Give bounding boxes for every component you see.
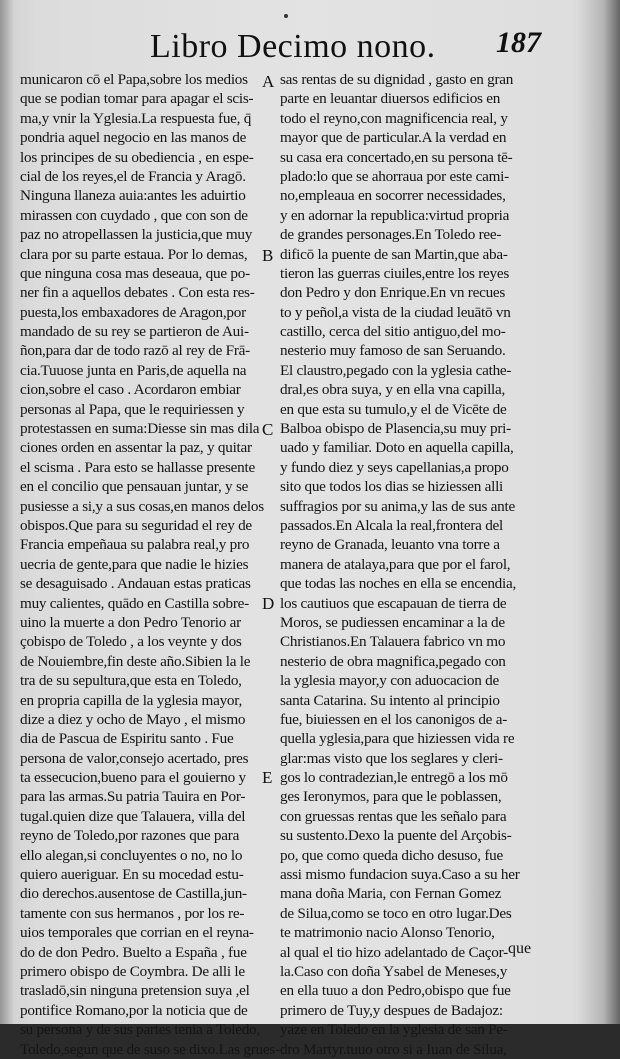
left-column <box>20 70 280 1059</box>
folio-number: 187 <box>496 26 541 59</box>
right-column-line: yaze en Toledo en la yglesia de san Pe- <box>280 1021 508 1039</box>
right-column-line: assi mismo fundacion suya.Caso a su her <box>280 866 520 884</box>
right-column-line: dral,es obra suya, y en ella vna capilla, <box>280 381 506 399</box>
right-column-line: y fundo diez y seys capellanias,a propo <box>280 458 509 476</box>
left-column-line: para las armas.Su patria Tauira en Por- <box>20 788 246 806</box>
right-column-line: dro Martyr.tuuo otro si a Iuan de Silua, <box>280 1040 507 1058</box>
left-column-line: dia de Pascua de Espiritu santo . Fue <box>20 730 234 748</box>
right-column-line: to y peñol,a vista de la ciudad leuātō vn <box>280 303 511 321</box>
right-column-line: Balboa obispo de Plasencia,su muy pri- <box>280 420 511 438</box>
page-gutter-shadow <box>0 0 14 1024</box>
right-column-line: El claustro,pegado con la yglesia cathe- <box>280 361 512 379</box>
right-column-line: reyno de Granada, leuanto vna torre a <box>280 536 500 554</box>
page-edge-shadow <box>578 0 620 1024</box>
catchword: que <box>508 940 532 957</box>
right-column-line: nesterio muy famoso de san Seruando. <box>280 342 506 360</box>
right-column-line: la yglesia mayor,y con aduocacion de <box>280 672 499 690</box>
right-column-line: al qual el tio hizo adelantado de Caçor- <box>280 943 508 961</box>
right-column-line: don Pedro y don Enrique.En vn recues <box>280 284 506 302</box>
left-column-line: ñon,para dar de todo razō al rey de Frā- <box>20 342 250 360</box>
left-column-line: de Nouiembre,fin deste año.Sibien la le <box>20 652 251 670</box>
right-column-line: que todas las noches en ella se encendia, <box>280 575 517 593</box>
right-column-line: con gruessas rentas que les señalo para <box>280 807 507 825</box>
left-column-line: do de don Pedro. Buelto a España , fue <box>20 943 247 961</box>
left-column-line: su persona y de sus partes tenia a Toledo, <box>20 1021 260 1039</box>
left-column-line: se desaguisado . Andauan estas praticas <box>20 575 251 593</box>
left-column-line: en propria capilla de la yglesia mayor, <box>20 691 242 709</box>
left-column-line: que ninguna cosa mas deseaua, que po- <box>20 264 250 282</box>
left-column-line: protestassen en suma:Diesse sin mas dila <box>20 420 260 438</box>
left-column-line: tugal.quien dize que Talauera, villa del <box>20 807 246 825</box>
right-column-line: gos lo contradezian,le entregō a los mō <box>280 769 508 787</box>
right-column-line: passados.En Alcala la real,frontera del <box>280 516 504 534</box>
right-column-line: po, que como queda dicho desuso, fue <box>280 846 503 864</box>
right-column-line: mana doña Maria, con Fernan Gomez <box>280 885 502 903</box>
running-head: Libro Decimo nono. <box>150 28 436 65</box>
right-column-line: ges Ieronymos, para que le poblassen, <box>280 788 502 806</box>
left-column-line: uios temporales que corrian en el reyna- <box>20 924 254 942</box>
right-column-line: suffragios por su anima,y las de sus ante <box>280 497 515 515</box>
right-column-line: mayor que de particular.A la verdad en <box>280 129 507 147</box>
right-column-line: te matrimonio nacio Alonso Tenorio, <box>280 924 495 942</box>
right-column-line: tieron las guerras ciuiles,entre los reyes <box>280 264 510 282</box>
margin-letter-a: A <box>262 72 275 91</box>
right-column-line: nesterio de obra magnifica,pegado con <box>280 652 506 670</box>
left-column-line: ello alegan,si concluyentes o no, no lo <box>20 846 243 864</box>
right-column-line: no,empleaua en socorrer necessidades, <box>280 187 506 205</box>
left-column-line: paz no atropellassen la justicia,que muy <box>20 226 253 244</box>
left-column-line: çobispo de Toledo , a los veynte y dos <box>20 633 242 651</box>
left-column-line: trasladō,sin ninguna pretension suya ,el <box>20 982 250 1000</box>
left-column-line: pusiesse a si,y a sus cosas,en manos delos <box>20 497 264 515</box>
left-column-line: cia.Tuuose junta en Paris,de aquella na <box>20 361 247 379</box>
right-column-line: todo el reyno,con magnificencia real, y <box>280 109 508 127</box>
left-column-line: ner fin a aquellos debates . Con esta res- <box>20 284 255 302</box>
left-column-line: persona de valor,consejo acertado, pres <box>20 749 249 767</box>
left-column-line: reyno de Toledo,por razones que para <box>20 827 240 845</box>
left-column-line: mandado de su rey se partieron de Aui- <box>20 323 249 341</box>
right-column-line: manera de atalaya,para que por el farol, <box>280 555 511 573</box>
right-column-line: de grandes personages.En Toledo ree- <box>280 226 502 244</box>
left-column-line: el scisma . Para esto se hallasse presente <box>20 458 255 476</box>
right-column-line: y en adornar la republica:virtud propria <box>280 206 510 224</box>
left-column-line: obispos.Que para su seguridad el rey de <box>20 516 252 534</box>
left-column-line: primero obispo de Coymbra. De alli le <box>20 962 245 980</box>
ink-dot-mark <box>284 14 288 18</box>
right-column-line: parte en leuantar diuersos edificios en <box>280 90 501 108</box>
left-column-line: quiero aueriguar. En su mocedad estu- <box>20 866 244 884</box>
left-column-line: Toledo,segun que de suso se dixo.Las grues- <box>20 1040 280 1058</box>
right-column-line: Moros, se pudiessen encaminar a la de <box>280 613 505 631</box>
left-column-line: uino la muerte a don Pedro Tenorio ar <box>20 613 241 631</box>
right-column-line: primero de Tuy,y despues de Badajoz: <box>280 1001 503 1019</box>
right-column-line: dificō la puente de san Martin,que aba- <box>280 245 508 263</box>
right-column-line: su sustento.Dexo la puente del Arçobis- <box>280 827 512 845</box>
margin-letter-e: E <box>262 768 273 787</box>
left-column-line: muy calientes, quādo en Castilla sobre- <box>20 594 249 612</box>
left-column-line: mirassen con cuydado , que con son de <box>20 206 248 224</box>
right-column-line: quella yglesia,para que hiziessen vida re <box>280 730 515 748</box>
right-column-line: sas rentas de su dignidad , gasto en gran <box>280 71 514 88</box>
right-column-line: sito que todos los dias se hiziessen alli <box>280 478 504 496</box>
left-column-line: cial de los reyes,el de Francia y Aragō. <box>20 167 246 185</box>
margin-letter-b: B <box>262 246 274 265</box>
left-column-line: en el concilio que pensauan juntar, y se <box>20 478 249 496</box>
right-column-line: santa Catarina. Su intento al principio <box>280 691 500 709</box>
left-column-line: ma,y vnir la Yglesia.La respuesta fue, q̄ <box>20 109 252 127</box>
left-column-line: dio derechos.ausentose de Castilla,jun- <box>20 885 247 903</box>
left-column-line: dize a diez y ocho de Mayo , el mismo <box>20 710 246 728</box>
left-column-line: que se podian tomar para apagar el scis- <box>20 90 254 108</box>
left-column-line: pondria aquel negocio en las manos de <box>20 129 247 147</box>
left-column-line: clara por su parte estaua. Por lo demas, <box>20 245 248 263</box>
left-column-line: uecria de gente,para que nadie le hizies <box>20 555 249 573</box>
right-column-line: la.Caso con doña Ysabel de Meneses,y <box>280 962 508 980</box>
left-column-line: municaron cō el Papa,sobre los medios <box>20 71 248 88</box>
left-column-line: puesta,los embaxadores de Aragon,por <box>20 303 246 321</box>
left-column-line: ta essecucion,bueno para el gouierno y <box>20 769 246 787</box>
left-column-line: Ninguna llaneza auia:antes les aduirtio <box>20 187 246 205</box>
right-column-line: en ella tuuo a don Pedro,obispo que fue <box>280 982 511 1000</box>
right-column <box>280 70 542 1059</box>
left-column-line: ciones orden en assentar la paz, y quitar <box>20 439 252 457</box>
right-column-line: fue, biuiessen en el los canonigos de a- <box>280 710 508 728</box>
left-column-line: tamente con sus hermanos , por los re- <box>20 904 245 922</box>
right-column-line: Christianos.En Talauera fabrico vn mo <box>280 633 506 651</box>
left-column-line: personas al Papa, que le requiriessen y <box>20 400 245 418</box>
right-column-line: en que esta su tumulo,y el de Vicēte de <box>280 400 507 418</box>
left-column-line: tra de su sepultura,que esta en Toledo, <box>20 672 242 690</box>
right-column-line: los cautiuos que escapauan de tierra de <box>280 594 507 612</box>
left-column-line: cion,sobre el caso . Acordaron embiar <box>20 381 241 399</box>
left-column-line: Francia empeñaua su palabra real,y pro <box>20 536 250 554</box>
right-column-line: uado y familiar. Doto en aquella capilla, <box>280 439 514 457</box>
right-column-line: plado:lo que se ahorraua por este cami- <box>280 167 509 185</box>
right-column-line: su casa era concertado,en su persona tē- <box>280 148 513 166</box>
right-column-line: de Silua,como se toco en otro lugar.Des <box>280 904 512 922</box>
left-column-line: los principes de su obediencia , en espe- <box>20 148 254 166</box>
left-column-line: pontifice Romano,por la noticia que de <box>20 1001 248 1019</box>
margin-letter-c: C <box>262 420 274 439</box>
margin-letter-d: D <box>262 594 275 613</box>
right-column-line: glar:mas visto que los seglares y cleri- <box>280 749 503 767</box>
right-column-line: castillo, cerca del sitio antiguo,del mo- <box>280 323 506 341</box>
